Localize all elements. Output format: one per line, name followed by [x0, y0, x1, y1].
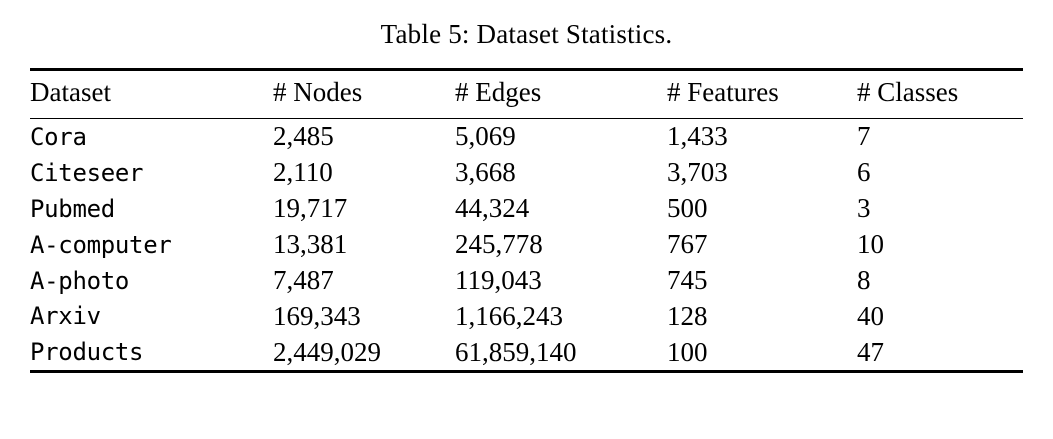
cell-nodes: 13,381 [273, 228, 348, 259]
table-header-row [30, 71, 1023, 118]
cell-features: 745 [667, 264, 708, 295]
cell-dataset: A-photo [30, 266, 130, 295]
dataset-statistics-body [30, 119, 1023, 370]
column-header-dataset: Dataset [30, 77, 111, 108]
table-row [30, 119, 1023, 155]
cell-nodes: 169,343 [273, 300, 361, 331]
column-header-classes: # Classes [857, 77, 959, 108]
column-header-nodes: # Nodes [273, 77, 363, 108]
cell-classes: 10 [857, 228, 884, 259]
table-bottom-rule [30, 370, 1023, 373]
table-row [30, 299, 1023, 335]
cell-dataset: Pubmed [30, 194, 115, 223]
table-row [30, 155, 1023, 191]
cell-features: 500 [667, 193, 708, 224]
cell-classes: 40 [857, 300, 884, 331]
cell-nodes: 2,449,029 [273, 336, 381, 367]
cell-classes: 6 [857, 157, 871, 188]
cell-features: 3,703 [667, 157, 728, 188]
cell-dataset: Products [30, 338, 144, 367]
table-body [30, 119, 1023, 370]
cell-edges: 1,166,243 [455, 300, 563, 331]
cell-dataset: Cora [30, 123, 87, 152]
dataset-statistics-table [30, 71, 1023, 118]
cell-dataset: Arxiv [30, 302, 101, 331]
cell-classes: 8 [857, 264, 871, 295]
cell-edges: 119,043 [455, 264, 542, 295]
cell-edges: 5,069 [455, 121, 516, 152]
cell-edges: 245,778 [455, 228, 543, 259]
cell-features: 128 [667, 300, 708, 331]
column-header-features: # Features [667, 77, 779, 108]
cell-nodes: 7,487 [273, 264, 334, 295]
cell-features: 1,433 [667, 121, 728, 152]
cell-features: 100 [667, 336, 708, 367]
cell-classes: 47 [857, 336, 884, 367]
cell-edges: 44,324 [455, 193, 530, 224]
table-caption: Table 5: Dataset Statistics. [380, 19, 673, 49]
cell-nodes: 2,110 [273, 157, 333, 188]
table-container [30, 68, 1023, 373]
cell-edges: 61,859,140 [455, 336, 577, 367]
cell-features: 767 [667, 228, 708, 259]
cell-nodes: 19,717 [273, 193, 348, 224]
table-header [30, 71, 1023, 118]
table-row [30, 263, 1023, 299]
cell-dataset: Citeseer [30, 159, 144, 188]
table-row [30, 335, 1023, 371]
cell-classes: 7 [857, 121, 871, 152]
cell-dataset: A-computer [30, 230, 172, 259]
table-row [30, 227, 1023, 263]
cell-nodes: 2,485 [273, 121, 334, 152]
cell-classes: 3 [857, 193, 871, 224]
cell-edges: 3,668 [455, 157, 516, 188]
table-row [30, 191, 1023, 227]
column-header-edges: # Edges [455, 77, 542, 108]
